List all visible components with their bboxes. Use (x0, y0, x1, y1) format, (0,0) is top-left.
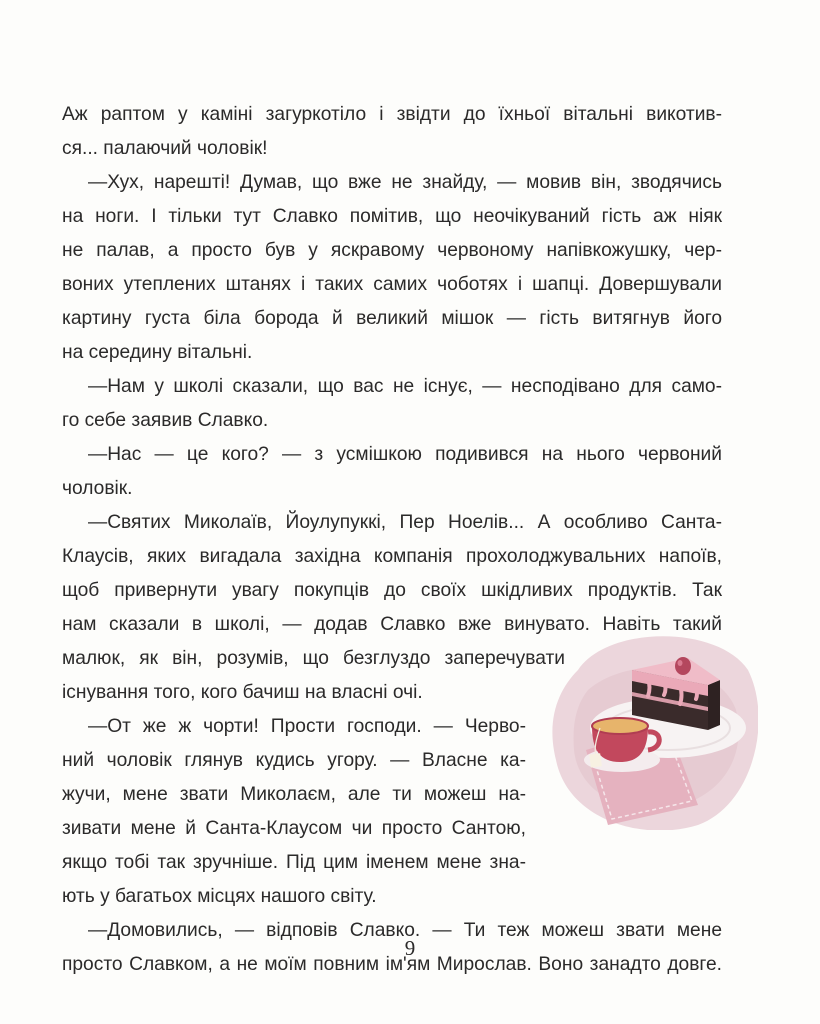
text-line: нам сказали в школі, — додав Славко вже винувато. Навіть такий (62, 614, 722, 635)
text-line: ний чоловік глянув кудись угору. — Власне ка- (62, 750, 526, 771)
text-line: не палав, а просто був у яскравому червоному напівкожушку, чер- (62, 240, 722, 261)
text-line: якщо тобі так зручніше. Під цим іменем мене зна- (62, 852, 526, 873)
text-line: існування того, кого бачиш на власні очі. (62, 682, 423, 703)
text-line: воних утеплених штанях і таких самих чоботях і шапці. Довершували (62, 274, 722, 295)
text-line: —От же ж чорти! Прости господи. — Черво- (88, 716, 526, 737)
cake-and-tea-icon (548, 630, 758, 830)
text-line: —Нам у школі сказали, що вас не існує, — несподівано для само- (88, 376, 722, 397)
text-line: зивати мене й Санта-Клаусом чи просто Сантою, (62, 818, 526, 839)
text-line: Клаусів, яких вигадала західна компанія прохолоджувальних напоїв, (62, 546, 722, 567)
text-line: картину густа біла борода й великий мішок — гість витягнув його (62, 308, 722, 329)
cake-and-tea-illustration (548, 630, 758, 830)
text-line: на ноги. І тільки тут Славко помітив, що неочікуваний гість аж ніяк (62, 206, 722, 227)
text-line: на середину вітальні. (62, 342, 253, 363)
page-number: 9 (404, 936, 416, 960)
text-line: чоловік. (62, 478, 133, 499)
text-line: ся... палаючий чоловік! (62, 138, 268, 159)
text-line: Аж раптом у каміні загуркотіло і звідти до їхньої вітальні викотив- (62, 104, 722, 125)
text-line: просто Славком, а не моїм повним ім'ям Мирослав. Воно занадто довге. (62, 954, 722, 975)
text-line: жучи, мене звати Миколаєм, але ти можеш на- (62, 784, 526, 805)
text-line: малюк, як він, розумів, що безглуздо заперечувати (62, 648, 565, 669)
text-line: ють у багатьох місцях нашого світу. (62, 886, 377, 907)
text-line: —Святих Миколаїв, Йоулупуккі, Пер Ноелів... А особливо Санта- (88, 512, 722, 533)
text-line: щоб привернути увагу покупців до своїх шкідливих продуктів. Так (62, 580, 722, 601)
text-line: —Домовились, — відповів Славко. — Ти теж можеш звати мене (88, 920, 722, 941)
text-line: го себе заявив Славко. (62, 410, 269, 431)
text-line: —Хух, нарешті! Думав, що вже не знайду, — мовив він, зводячись (88, 172, 722, 193)
text-line: —Нас — це кого? — з усмішкою подивився на нього червоний (88, 444, 722, 465)
